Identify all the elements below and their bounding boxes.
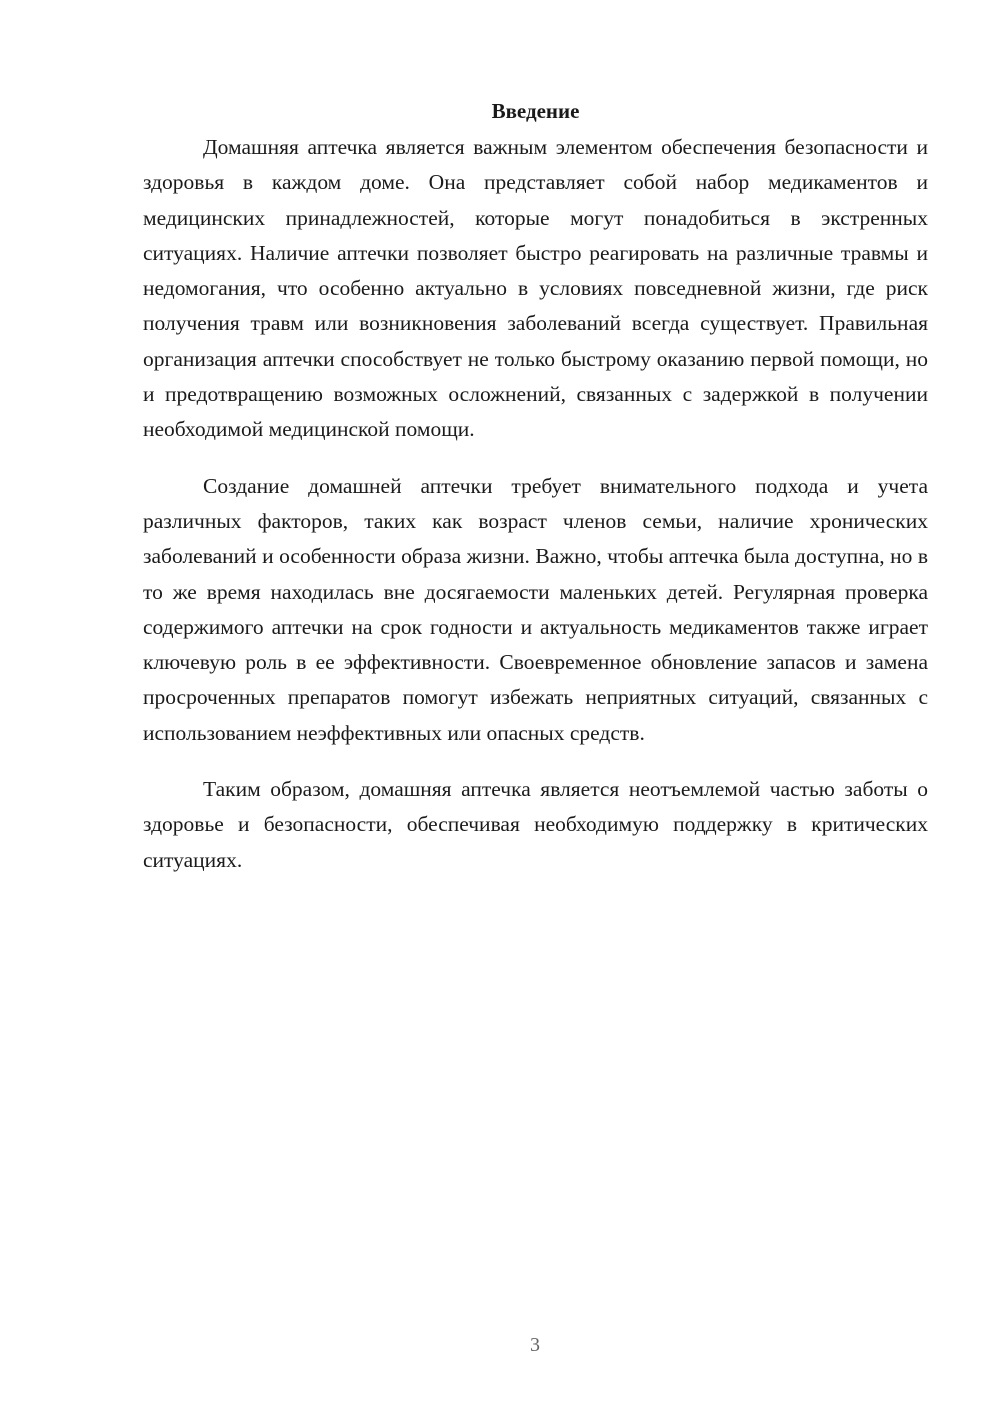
paragraph-2: Создание домашней аптечки требует внимательного подхода и учета различных факторов, таких как возраст членов семьи, наличие хронических заболеваний и особенности образа жизни. Важно, чтобы аптечка была доступна, но в то же время находилась вне досягаемости маленьких детей. Регулярная проверка содержимого аптечки на срок годности и актуальность медикаментов также играет ключевую роль в ее эффективности. Своевременное обновление запасов и замена просроченных препаратов помогут избежать неприятных ситуаций, связанных с использованием неэффективных или опасных средств. xyxy=(143,473,928,745)
page-content xyxy=(143,96,928,899)
section-heading: Введение xyxy=(491,99,580,123)
page-number: 3 xyxy=(530,1334,540,1356)
paragraph-3: Таким образом, домашняя аптечка является неотъемлемой частью заботы о здоровье и безопасности, обеспечивая необходимую поддержку в критических ситуациях. xyxy=(143,777,928,872)
paragraph-1: Домашняя аптечка является важным элементом обеспечения безопасности и здоровья в каждом доме. Она представляет собой набор медикаментов и медицинских принадлежностей, которые могут понадобиться в экстренных ситуациях. Наличие аптечки позволяет быстро реагировать на различные травмы и недомогания, что особенно актуально в условиях повседневной жизни, где риск получения травм или возникновения заболеваний всегда существует. Правильная организация аптечки способствует не только быстрому оказанию первой помощи, но и предотвращению возможных осложнений, связанных с задержкой в получении необходимой медицинской помощи. xyxy=(143,135,928,442)
